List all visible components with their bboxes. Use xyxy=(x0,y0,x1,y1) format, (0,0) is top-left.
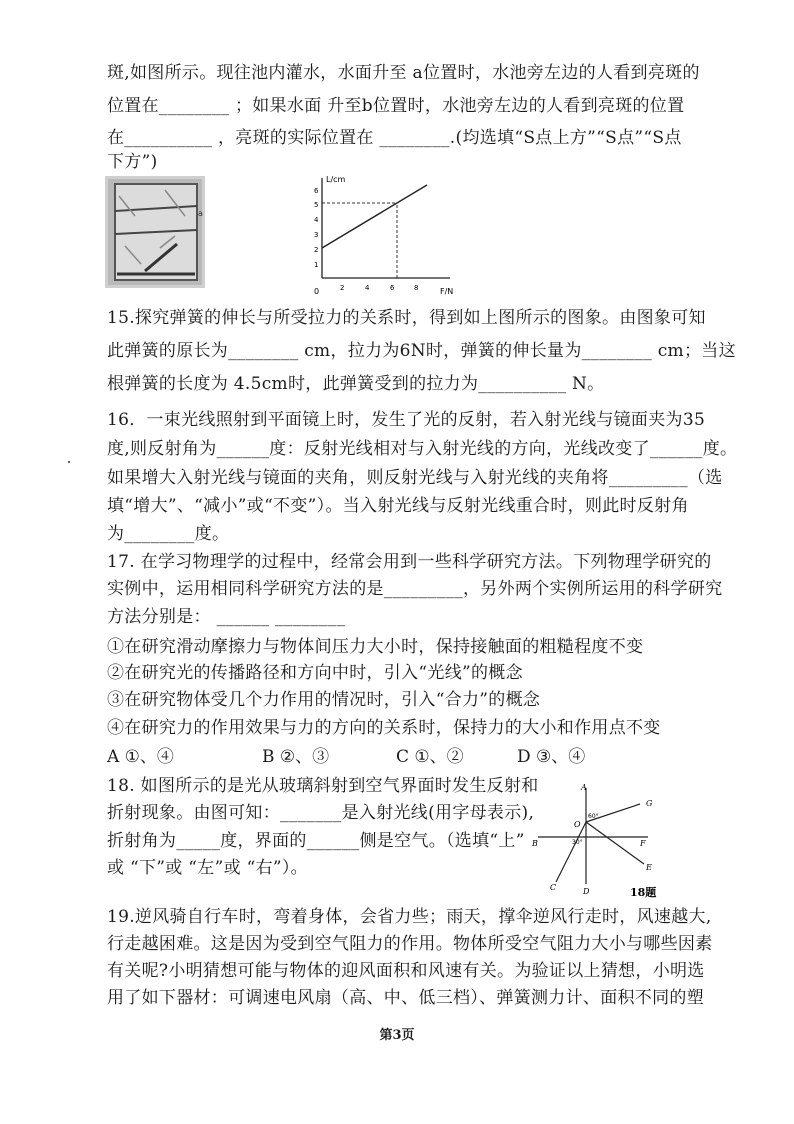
q19-line-2: 行走越困难。这是因为受到空气阻力的作用。物体所受空气阻力大小与哪些因素 xyxy=(107,934,713,954)
scan-speck xyxy=(68,461,70,463)
q18-line-2: 折射现象。由图可知：_______是入射光线(用字母表示), xyxy=(107,803,535,823)
q19-line-3: 有关呢?小明猜想可能与物体的迎风面积和风速有关。为验证以上猜想，小明选 xyxy=(107,961,705,981)
ray-oc xyxy=(556,822,586,882)
q16-line-1: 16．一束光线照射到平面镜上时，发生了光的反射，若入射光线与镜面夹为35 xyxy=(107,410,706,430)
spring-graph-svg xyxy=(300,170,470,300)
y-tick-label: 4 xyxy=(314,216,319,224)
q19-line-1: 19.逆风骑自行车时，弯着身体，会省力些；雨天，撑伞逆风行走时，风速越大, xyxy=(107,907,712,927)
q16-line-4: 填“增大”、“减小”或“不变”）。当入射光线与反射光线重合时，则此时反射角 xyxy=(107,496,689,516)
q15-line-3: 根弹簧的长度为 4.5cm时，此弹簧受到的拉力为__________ N。 xyxy=(107,374,605,394)
x-tick-label: 0 xyxy=(314,287,320,296)
q17-option-d: D ③、④ xyxy=(517,747,586,767)
label-a: A xyxy=(581,783,587,792)
svg-text:a: a xyxy=(198,209,203,218)
q19-line-4: 用了如下器材：可调速电风扇（高、中、低三档）、弹簧测力计、面积不同的塑 xyxy=(107,988,704,1008)
y-axis-label: L/cm xyxy=(326,175,346,184)
q14-line-3: 在__________ ，亮斑的实际位置在 ________.(均选填“S点上方”“S点”“S点 xyxy=(107,128,682,148)
q17-line-5: ②在研究光的传播路径和方向中时，引入“光线”的概念 xyxy=(107,663,523,683)
q16-line-5: 为________度。 xyxy=(107,524,230,544)
label-d: D xyxy=(583,887,590,896)
q17-line-3: 方法分别是： ______ ________ xyxy=(107,607,346,627)
y-tick-label: 2 xyxy=(314,246,319,254)
q17-option-a: A ①、④ xyxy=(107,747,174,767)
spring-graph xyxy=(300,170,470,300)
q17-line-2: 实例中，运用相同科学研究方法的是_________，另外两个实例所运用的科学研究 xyxy=(107,579,723,599)
refraction-diagram-svg xyxy=(528,782,688,900)
q17-line-1: 17. 在学习物理学的过程中，经常会用到一些科学研究方法。下列物理学研究的 xyxy=(107,552,712,572)
y-tick-label: 1 xyxy=(314,261,319,269)
series-line xyxy=(322,185,427,248)
ray-oe xyxy=(586,822,644,864)
label-f: F xyxy=(640,839,646,848)
q18-line-3: 折射角为_____度，界面的______侧是空气。（选填“上” xyxy=(107,831,525,851)
x-tick-label: 4 xyxy=(365,284,370,292)
page-number: 第3页 xyxy=(379,1028,415,1043)
q14-line-2: 位置在________ ；如果水面 升至b位置时，水池旁左边的人看到亮斑的位置 xyxy=(107,96,685,116)
q16-line-3: 如果增大入射光线与镜面的夹角，则反射光线与入射光线的夹角将_________（选 xyxy=(107,468,723,488)
q14-line-1: 斑,如图所示。现往池内灌水，水面升至 a位置时，水池旁左边的人看到亮斑的 xyxy=(107,63,700,83)
q15-line-1: 15.探究弹簧的伸长与所受拉力的关系时，得到如上图所示的图象。由图象可知 xyxy=(107,308,706,328)
x-axis-label: F/N xyxy=(440,287,454,296)
pool-illustration xyxy=(105,176,205,288)
angle-30: 30° xyxy=(572,839,583,846)
figure-caption: 18题 xyxy=(630,886,657,899)
q16-line-2: 度,则反射角为______度：反射光线相对与入射光线的方向，光线改变了______度。 xyxy=(107,439,738,459)
q15-line-2: 此弹簧的原长为________ cm，拉力为6N时，弹簧的伸长量为________ cm；当这 xyxy=(107,341,736,361)
q17-line-7: ④在研究力的作用效果与力的方向的关系时，保持力的大小和作用点不变 xyxy=(107,718,661,738)
q17-line-6: ③在研究物体受几个力作用的情况时，引入“合力”的概念 xyxy=(107,690,541,710)
q17-option-c: C ①、② xyxy=(396,747,464,767)
y-tick-label: 3 xyxy=(314,231,319,239)
label-c: C xyxy=(550,883,557,892)
angle-60: 60° xyxy=(588,813,599,820)
x-tick-label: 2 xyxy=(340,284,345,292)
label-o: O xyxy=(574,820,581,829)
label-g: G xyxy=(646,799,653,808)
label-e: E xyxy=(646,863,652,872)
y-tick-label: 5 xyxy=(314,201,319,209)
q17-option-b: B ②、③ xyxy=(262,747,330,767)
q14-line-4: 下方”) xyxy=(107,152,158,172)
x-tick-label: 8 xyxy=(414,284,419,292)
x-tick-label: 6 xyxy=(390,284,395,292)
q18-line-4: 或 “下”或 “左”或 “右”）。 xyxy=(107,858,308,878)
pool-figure xyxy=(105,176,205,288)
label-b: B xyxy=(532,839,538,848)
refraction-figure xyxy=(528,782,688,900)
y-tick-label: 6 xyxy=(314,187,319,195)
q18-line-1: 18. 如图所示的是光从玻璃斜射到空气界面时发生反射和 xyxy=(107,776,539,796)
q17-line-4: ①在研究滑动摩擦力与物体间压力大小时，保持接触面的粗糙程度不变 xyxy=(107,637,644,657)
